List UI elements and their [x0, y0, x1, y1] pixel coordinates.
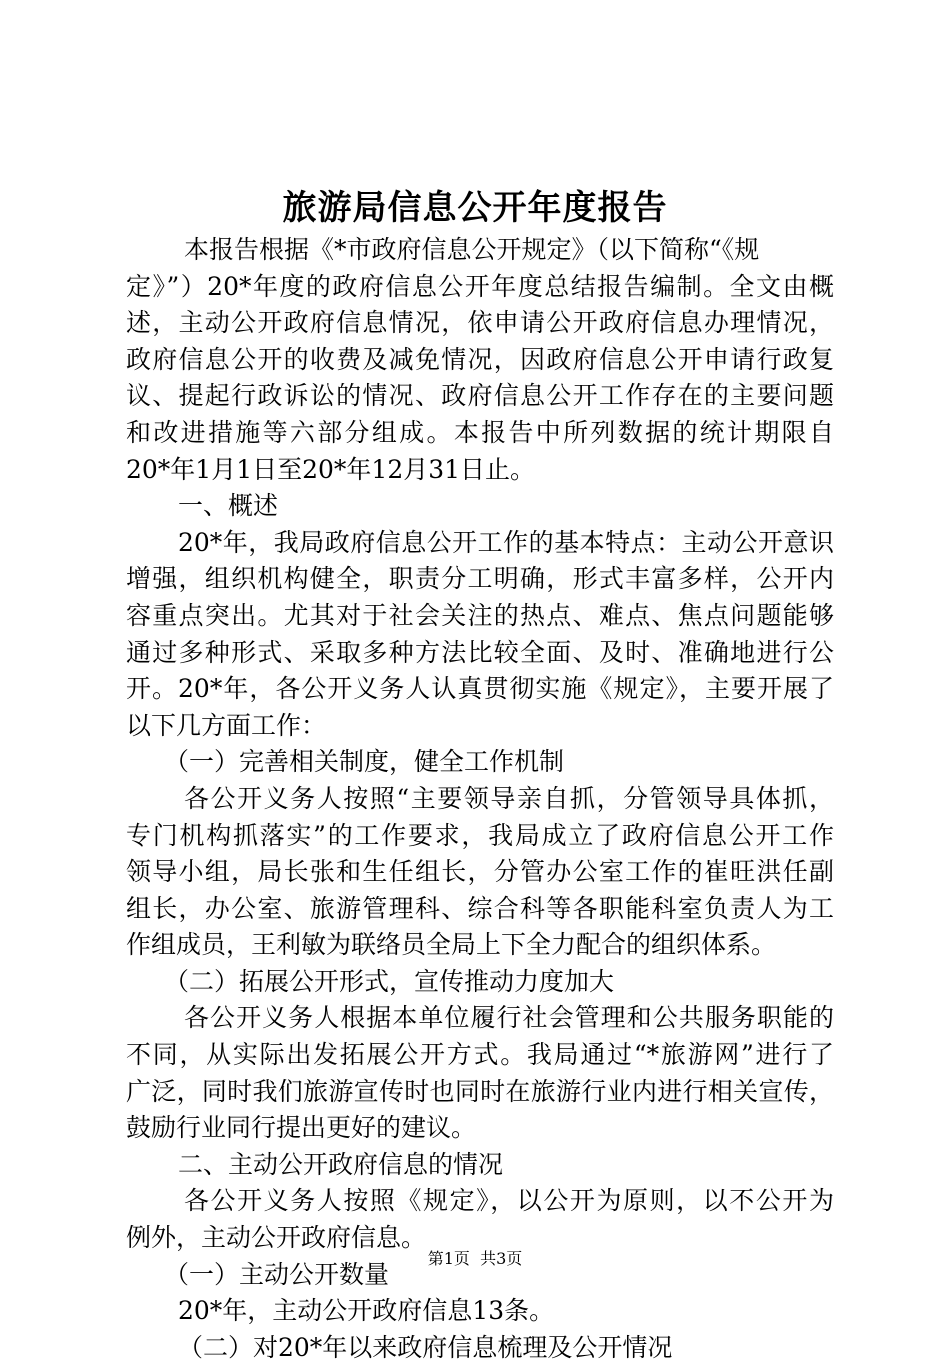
document-body: [126, 232, 834, 1366]
paragraph-line: 各公开义务人根据本单位履行社会管理和公共服务职能的: [184, 1003, 834, 1033]
paragraph-line: 通过多种形式、采取多种方法比较全面、及时、准确地进行公: [126, 637, 834, 667]
section-heading: 二、主动公开政府信息的情况: [178, 1149, 504, 1179]
section-heading: 一、概述: [178, 491, 279, 521]
paragraph-line: 各公开义务人按照《规定》，以公开为原则，以不公开为: [184, 1186, 834, 1216]
paragraph-line: 政府信息公开的收费及减免情况，因政府信息公开申请行政复: [126, 344, 834, 374]
paragraph-line: 增强，组织机构健全，职责分工明确，形式丰富多样，公开内: [126, 564, 834, 594]
paragraph-line: 广泛，同时我们旅游宣传时也同时在旅游行业内进行相关宣传，: [126, 1076, 834, 1106]
paragraph-line: 以下几方面工作：: [126, 710, 327, 740]
paragraph-line: 鼓励行业同行提出更好的建议。: [126, 1113, 477, 1143]
paragraph-line: 专门机构抓落实”的工作要求，我局成立了政府信息公开工作: [126, 820, 834, 850]
paragraph-line: 本报告根据《*市政府信息公开规定》（以下简称“《规: [184, 235, 760, 264]
paragraph-line: 作组成员，王利敏为联络员全局上下全力配合的组织体系。: [126, 930, 777, 960]
subsection-heading: （一）主动公开数量: [164, 1259, 390, 1289]
paragraph-line: 和改进措施等六部分组成。本报告中所列数据的统计期限自: [126, 417, 834, 447]
paragraph-line: 定》”）20*年度的政府信息公开年度总结报告编制。全文由概: [126, 271, 834, 301]
paragraph-line: 开。20*年，各公开义务人认真贯彻实施《规定》，主要开展了: [126, 674, 834, 704]
subsection-heading: （一）完善相关制度，健全工作机制: [164, 747, 565, 777]
page-footer: 第1页 共3页: [427, 1249, 523, 1268]
paragraph-line: 不同，从实际出发拓展公开方式。我局通过“*旅游网”进行了: [126, 1040, 834, 1070]
paragraph-line: 例外，主动公开政府信息。: [126, 1223, 427, 1253]
paragraph-line: 述，主动公开政府信息情况，依申请公开政府信息办理情况，: [126, 308, 834, 338]
paragraph-line: 领导小组，局长张和生任组长，分管办公室工作的崔旺洪任副: [126, 857, 834, 887]
subsection-heading: （二）拓展公开形式，宣传推动力度加大: [164, 966, 615, 996]
paragraph-line: 20*年，我局政府信息公开工作的基本特点：主动公开意识: [178, 527, 834, 557]
paragraph-line: 20*年，主动公开政府信息13条。: [178, 1296, 555, 1326]
paragraph-line: 议、提起行政诉讼的情况、政府信息公开工作存在的主要问题: [126, 381, 834, 411]
subsection-heading: （二）对20*年以来政府信息梳理及公开情况: [178, 1332, 673, 1362]
paragraph-line: 组长，办公室、旅游管理科、综合科等各职能科室负责人为工: [126, 893, 834, 923]
paragraph-line: 各公开义务人按照“主要领导亲自抓，分管领导具体抓，: [184, 783, 834, 813]
paragraph-line: 20*年1月1日至20*年12月31日止。: [126, 454, 536, 484]
document-title: 旅游局信息公开年度报告: [282, 188, 668, 228]
paragraph-line: 容重点突出。尤其对于社会关注的热点、难点、焦点问题能够: [126, 600, 834, 630]
